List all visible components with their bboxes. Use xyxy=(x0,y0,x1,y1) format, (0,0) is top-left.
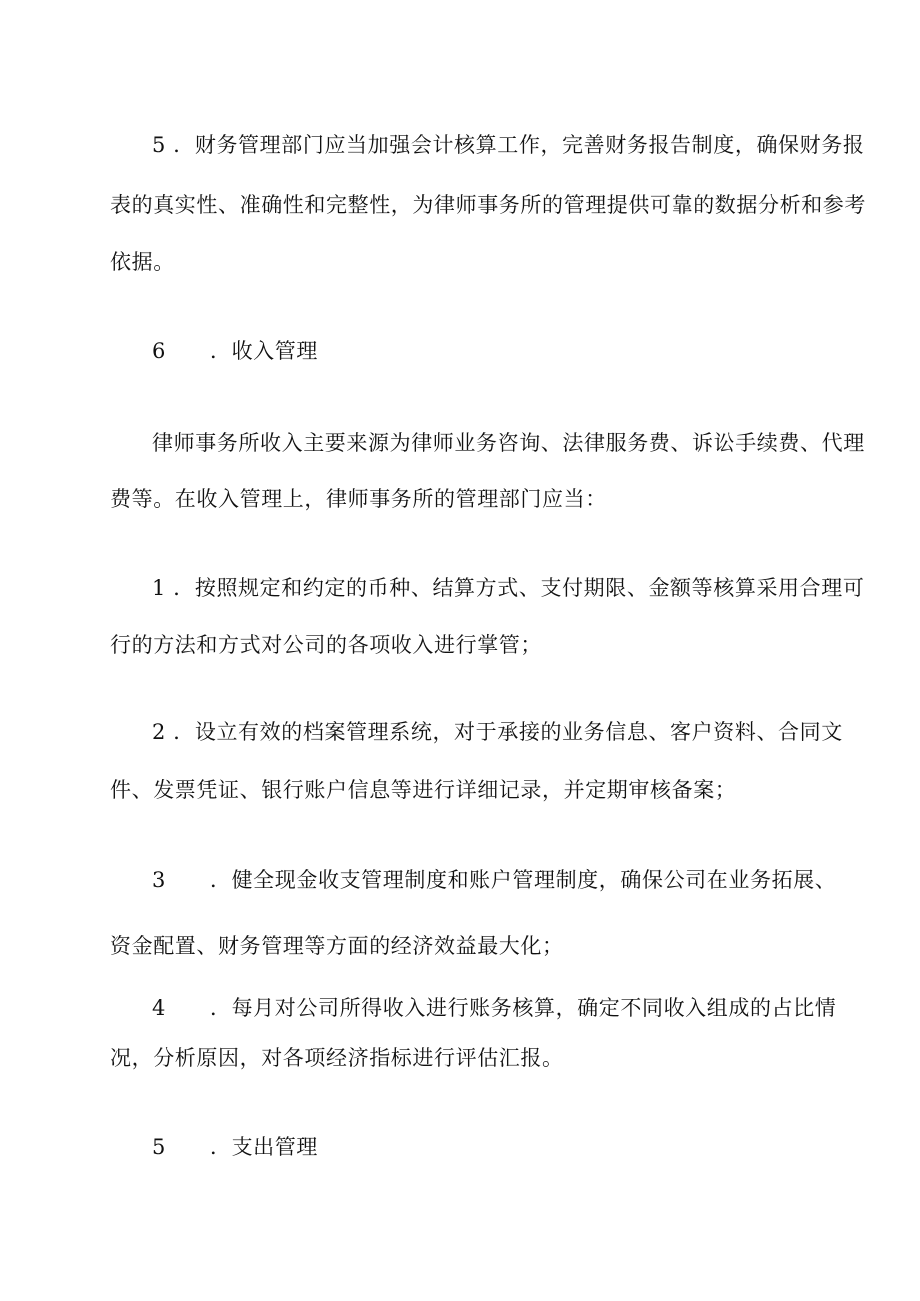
line-text: 依据。 xyxy=(110,250,175,274)
item-number: 4 xyxy=(152,996,166,1020)
item-number: 5 xyxy=(152,133,166,157)
heading-expense-management xyxy=(152,1137,318,1158)
item-3-line-1 xyxy=(152,870,836,891)
para-5-line-2 xyxy=(110,195,866,216)
line-text: ．每月对公司所得收入进行账务核算，确定不同收入组成的占比情 xyxy=(209,996,837,1020)
line-text: ．支出管理 xyxy=(209,1135,318,1159)
para-5-line-3 xyxy=(110,252,175,273)
item-number: 2 xyxy=(152,720,166,744)
item-number: 5 xyxy=(152,1135,166,1159)
item-2-line-1 xyxy=(152,722,843,743)
line-text: 行的方法和方式对公司的各项收入进行掌管； xyxy=(110,633,542,657)
line-text: 况，分析原因，对各项经济指标进行评估汇报。 xyxy=(110,1046,564,1070)
heading-income-management xyxy=(152,341,318,362)
item-3-line-2 xyxy=(110,936,564,957)
line-text: 件、发票凭证、银行账户信息等进行详细记录，并定期审核备案； xyxy=(110,778,737,802)
para-5-line-1 xyxy=(152,135,864,156)
item-number: 6 xyxy=(152,339,166,363)
line-text: ．财务管理部门应当加强会计核算工作，完善财务报告制度，确保财务报 xyxy=(173,133,865,157)
line-text: 费等。在收入管理上，律师事务所的管理部门应当： xyxy=(110,487,607,511)
item-4-line-2 xyxy=(110,1048,564,1069)
line-text: ．按照规定和约定的币种、结算方式、支付期限、金额等核算采用合理可 xyxy=(173,576,865,600)
line-text: ．健全现金收支管理制度和账户管理制度，确保公司在业务拓展、 xyxy=(209,868,837,892)
intro-line-1 xyxy=(152,433,865,454)
line-text: ．收入管理 xyxy=(209,339,318,363)
line-text: ．设立有效的档案管理系统，对于承接的业务信息、客户资料、合同文 xyxy=(173,720,843,744)
line-text: 资金配置、财务管理等方面的经济效益最大化； xyxy=(110,934,564,958)
item-number: 1 xyxy=(152,576,166,600)
item-4-line-1 xyxy=(152,998,836,1019)
line-text: 律师事务所收入主要来源为律师业务咨询、法律服务费、诉讼手续费、代理 xyxy=(152,431,865,455)
item-number: 3 xyxy=(152,868,166,892)
intro-line-2 xyxy=(110,489,607,510)
item-1-line-2 xyxy=(110,635,542,656)
line-text: 表的真实性、准确性和完整性，为律师事务所的管理提供可靠的数据分析和参考 xyxy=(110,193,866,217)
item-1-line-1 xyxy=(152,578,864,599)
item-2-line-2 xyxy=(110,780,736,801)
